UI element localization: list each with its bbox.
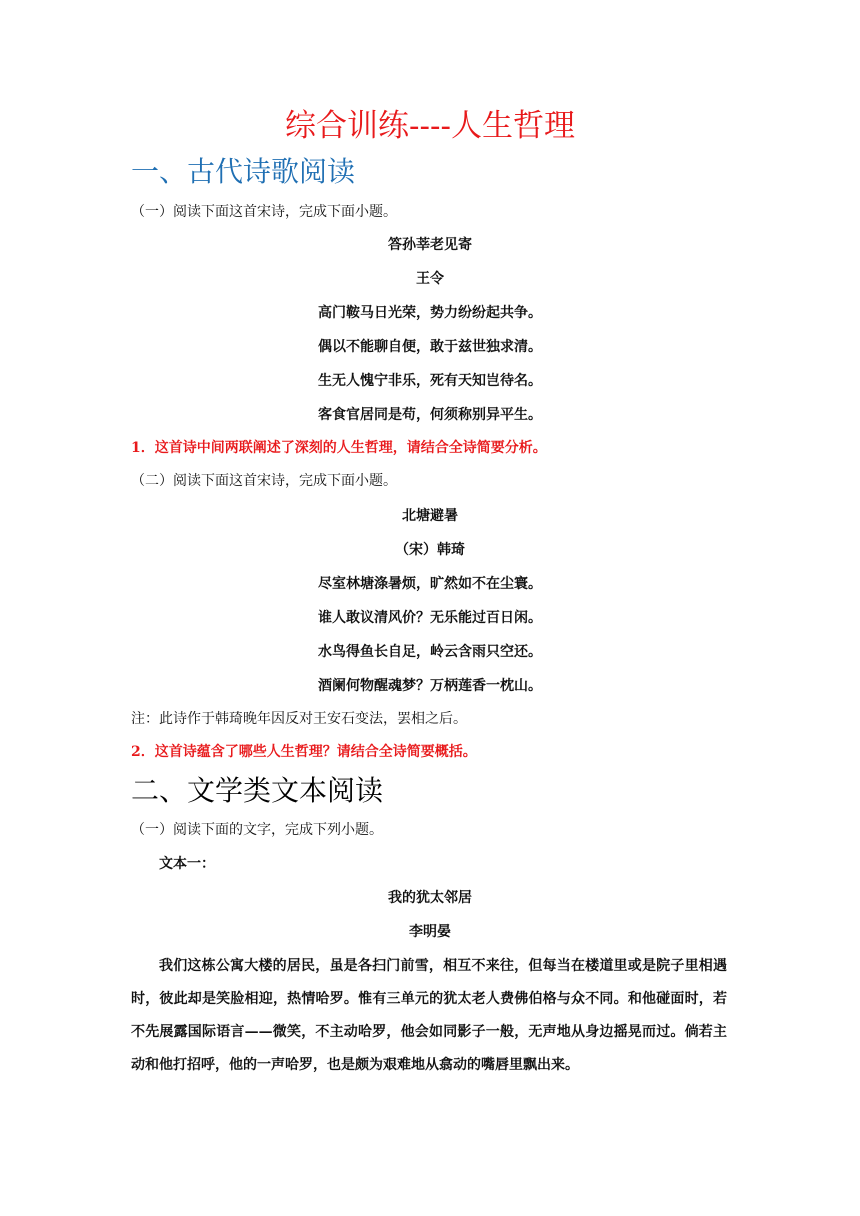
document-title: 综合训练----人生哲理: [285, 108, 575, 144]
question-1: 1．这首诗中间两联阐述了深刻的人生哲理，请结合全诗简要分析。: [131, 440, 547, 456]
section2-intro: （一）阅读下面的文字，完成下列小题。: [131, 822, 383, 838]
poem2-line: 酒阑何物醒魂梦？万柄莲香一枕山。: [318, 678, 542, 694]
section-heading-literature: 二、文学类文本阅读: [131, 774, 384, 807]
text-label: 文本一：: [159, 856, 215, 872]
poem2-line: 谁人敢议清风价？无乐能过百日闲。: [318, 610, 542, 626]
poem2-title: 北塘避暑: [402, 508, 458, 524]
section-heading-poetry: 一、古代诗歌阅读: [131, 155, 356, 188]
part1-intro: （一）阅读下面这首宋诗，完成下面小题。: [131, 204, 397, 220]
poem2-line: 水鸟得鱼长自足，岭云含雨只空还。: [318, 644, 542, 660]
poem2-author: （宋）韩琦: [395, 542, 465, 558]
poem1-line: 高门鞍马日光荣，势力纷纷起共争。: [318, 305, 542, 321]
article-author: 李明晏: [409, 924, 451, 940]
part2-intro: （二）阅读下面这首宋诗，完成下面小题。: [131, 473, 397, 489]
poem2-line: 尽室林塘涤暑烦，旷然如不在尘寰。: [318, 576, 542, 592]
poem1-line: 偶以不能聊自便，敢于兹世独求清。: [318, 339, 542, 355]
article-paragraph: 我们这栋公寓大楼的居民，虽是各扫门前雪，相互不来往，但每当在楼道里或是院子里相遇时，彼此却是笑脸相迎，热情哈罗。惟有三单元的犹太老人费佛伯格与众不同。和他碰面时，若不先展露国际语言——微笑，不主动哈罗，他会如同影子一般，无声地从身边摇晃而过。倘若主动和他打招呼，他的一声哈罗，也是颇为艰难地从翕动的嘴唇里飘出来。: [131, 958, 727, 1073]
poem1-line: 生无人愧宁非乐，死有天知岂待名。: [318, 373, 542, 389]
poem1-author: 王令: [416, 271, 444, 287]
article-title: 我的犹太邻居: [388, 890, 472, 906]
question-2: 2．这首诗蕴含了哪些人生哲理？请结合全诗简要概括。: [131, 744, 477, 760]
poem2-note: 注：此诗作于韩琦晚年因反对王安石变法，罢相之后。: [131, 711, 467, 727]
poem1-line: 客食官居同是苟，何须称别异平生。: [318, 407, 542, 423]
poem1-title: 答孙莘老见寄: [388, 237, 472, 253]
